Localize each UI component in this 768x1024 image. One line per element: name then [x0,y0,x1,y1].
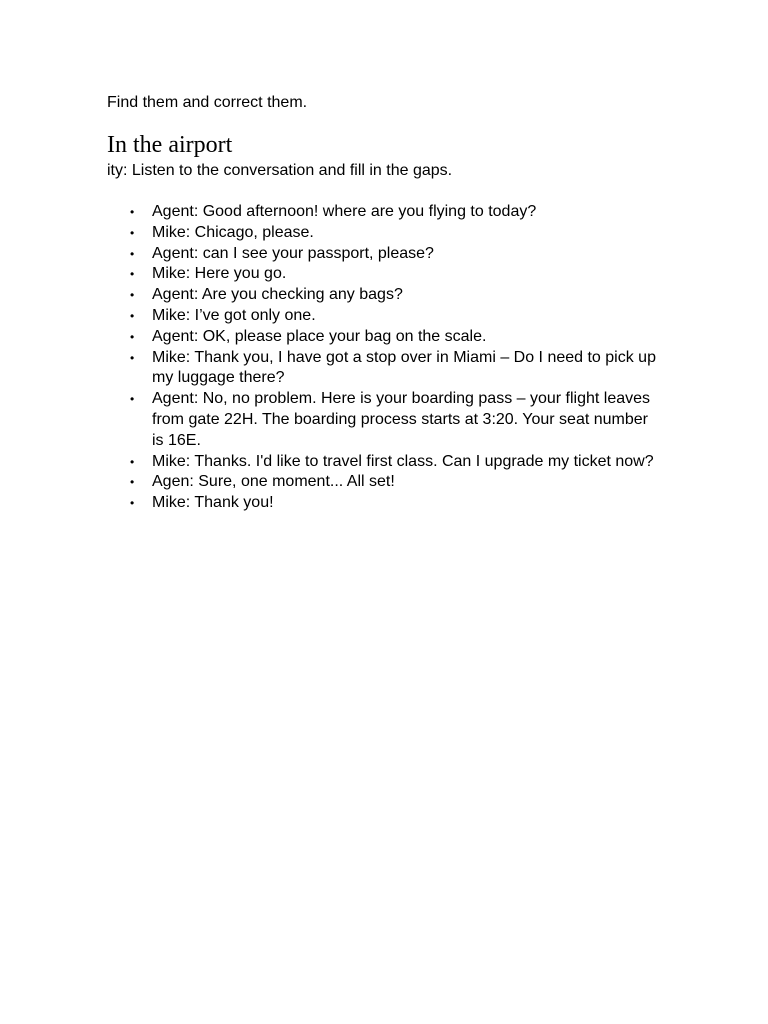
dialogue-line [0,244,662,265]
bullet-icon: • [130,496,135,511]
dialogue-text: Mike: Thank you, I have got a stop over in Miami – Do I need to pick up my luggage there? [152,348,656,387]
bullet-icon: • [130,267,135,282]
section-title: In the airport [107,132,233,158]
dialogue-text: Mike: Here you go. [152,265,287,283]
dialogue-text: Mike: Thank you! [152,494,274,512]
dialogue-text: Agent: No, no problem. Here is your boarding pass – your flight leaves from gate 22H. The boarding process starts at 3:20. Your seat number is 16E. [152,390,651,449]
dialogue-text: Agent: Are you checking any bags? [152,286,403,304]
dialogue-text: Mike: Chicago, please. [152,223,314,241]
dialogue-text: Mike: I’ve got only one. [152,306,316,324]
dialogue-line [0,452,662,473]
dialogue-text: Agen: Sure, one moment... All set! [152,473,395,491]
dialogue-line [0,472,662,493]
dialogue-list [0,202,768,514]
dialogue-text: Agent: Good afternoon! where are you flying to today? [152,203,537,220]
bullet-icon: • [130,392,135,407]
dialogue-line [0,264,662,285]
dialogue-text: Agent: OK, please place your bag on the scale. [152,327,487,345]
dialogue-line [0,202,662,223]
bullet-icon: • [130,350,135,365]
dialogue-text: Agent: can I see your passport, please? [152,244,434,262]
bullet-icon: • [130,475,135,490]
activity-instruction: ity: Listen to the conversation and fill in the gaps. [107,162,453,179]
bullet-icon: • [130,246,135,261]
dialogue-line [0,327,662,348]
bullet-icon: • [130,308,135,323]
dialogue-line [0,389,662,451]
dialogue-text: Mike: Thanks. I'd like to travel first class. Can I upgrade my ticket now? [152,452,654,470]
dialogue-line [0,306,662,327]
bullet-icon: • [130,288,135,303]
bullet-icon: • [130,454,135,469]
bullet-icon: • [130,225,135,240]
bullet-icon: • [130,329,135,344]
dialogue-line [0,285,662,306]
dialogue-line [0,493,662,514]
intro-text: Find them and correct them. [107,94,308,111]
dialogue-line [0,223,662,244]
bullet-icon: • [130,205,135,219]
dialogue-line [0,348,662,390]
